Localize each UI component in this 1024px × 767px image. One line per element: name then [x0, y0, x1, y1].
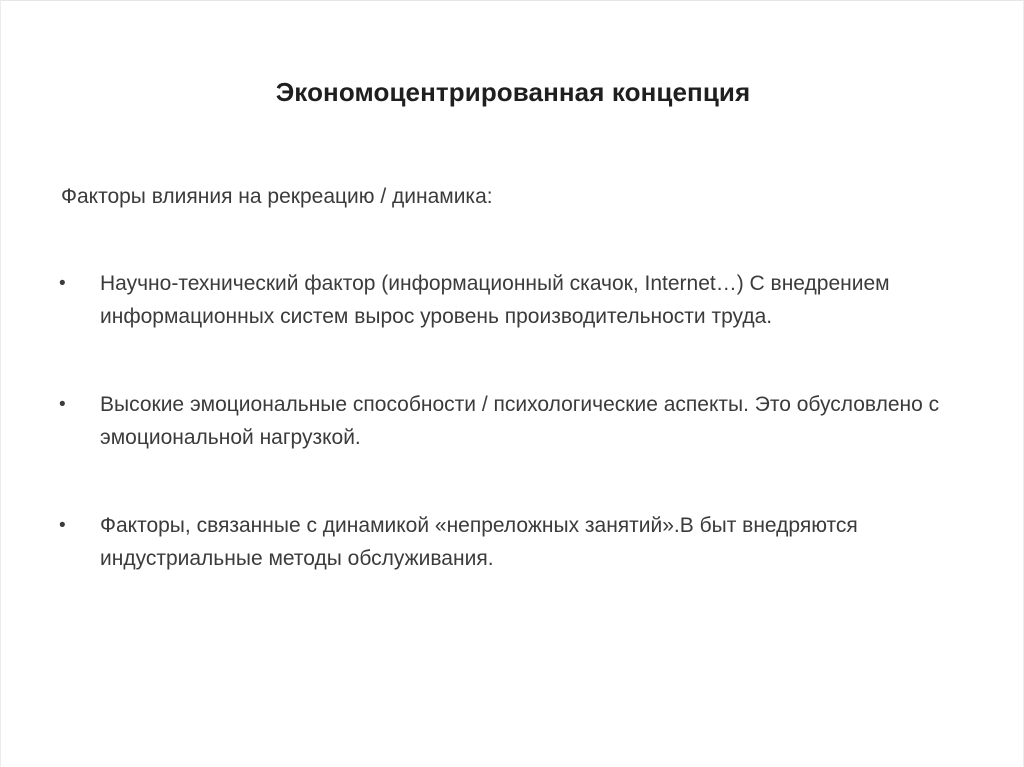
bullet-list — [59, 267, 959, 575]
bullet-dot-icon: • — [59, 394, 66, 415]
bullet-dot-icon: • — [59, 273, 66, 294]
list-item — [59, 509, 959, 575]
list-item — [59, 267, 959, 333]
bullet-text: Факторы, связанные с динамикой «непреложных занятий».В быт внедряются индустриальные методы обслуживания. — [100, 514, 858, 570]
slide-title: Экономоцентрированная концепция — [275, 77, 751, 107]
bullet-text: Научно-технический фактор (информационный скачок, Internet…) С внедрением информационных систем вырос уровень производительности труда. — [100, 272, 890, 328]
list-item — [59, 388, 959, 454]
bullet-text: Высокие эмоциональные способности / психологические аспекты. Это обусловлено с эмоциональной нагрузкой. — [100, 393, 940, 449]
bullet-dot-icon: • — [59, 515, 66, 536]
slide-subtitle: Факторы влияния на рекреацию / динамика: — [61, 185, 493, 208]
